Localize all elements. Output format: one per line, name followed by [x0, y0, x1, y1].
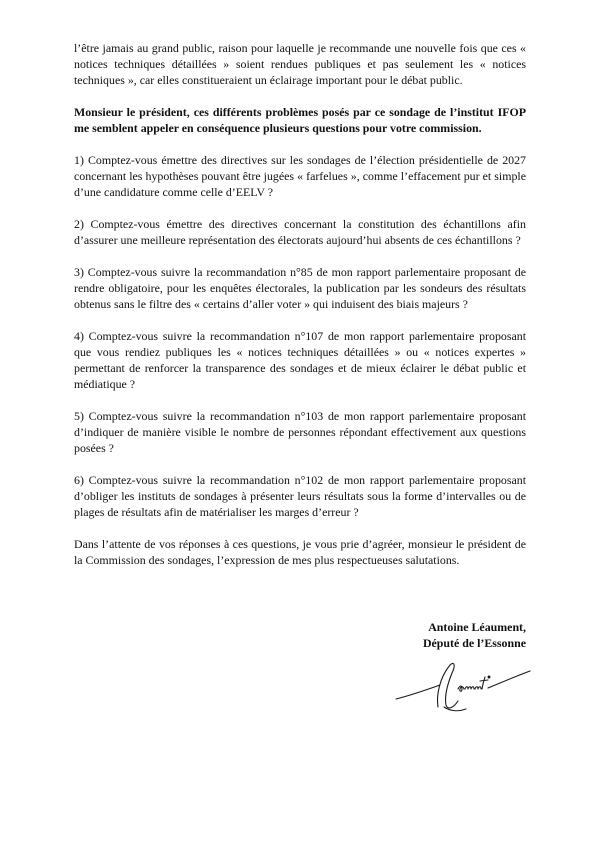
question-5: 5) Comptez-vous suivre la recommandation n°103 de mon rapport parlementaire proposant d’indiquer de manière visible le nombre de personnes répondant effectivement aux questions posées ?	[74, 409, 526, 455]
signatory-title: Député de l’Essonne	[422, 636, 526, 650]
question-1: 1) Comptez-vous émettre des directives sur les sondages de l’élection présidentielle de 2027 concernant les hypothèses pouvant être jugées « farfelues », comme l’effacement pur et simple d’une candidature comme celle d’EELV ?	[74, 153, 526, 199]
letter-body	[74, 40, 526, 584]
handwritten-signature	[392, 655, 534, 713]
signature-block	[423, 619, 526, 651]
paragraph-intro: l’être jamais au grand public, raison pour laquelle je recommande une nouvelle fois que ces « notices techniques détaillées » soient rendues publiques et pas seulement les « notices techniques », car elles constitueraient un éclairage important pour le débat public.	[74, 41, 526, 87]
paragraph-questions-intro: Monsieur le président, ces différents problèmes posés par ce sondage de l’institut IFOP me semblent appeler en conséquence plusieurs questions pour votre commission.	[74, 105, 526, 135]
question-2: 2) Comptez-vous émettre des directives concernant la constitution des échantillons afin d’assurer une meilleure représentation des électorats aujourd’hui absents de ces échantillons ?	[74, 217, 526, 247]
signatory-name: Antoine Léaument,	[428, 620, 526, 634]
question-3: 3) Comptez-vous suivre la recommandation n°85 de mon rapport parlementaire proposant de rendre obligatoire, pour les enquêtes électorales, la publication par les sondeurs des résultats obtenus sans le filtre des « certains d’aller voter » qui induisent des biais majeurs ?	[74, 265, 526, 311]
closing-paragraph: Dans l’attente de vos réponses à ces questions, je vous prie d’agréer, monsieur le président de la Commission des sondages, l’expression de mes plus respectueuses salutations.	[74, 537, 526, 567]
question-6: 6) Comptez-vous suivre la recommandation n°102 de mon rapport parlementaire proposant d’obliger les instituts de sondages à présenter leurs résultats sous la forme d’intervalles ou de plages de résultats afin de matérialiser les marges d’erreur ?	[74, 473, 526, 519]
question-4: 4) Comptez-vous suivre la recommandation n°107 de mon rapport parlementaire proposant que vous rendiez publiques les « notices techniques détaillées » ou « notices expertes » permettant de renforcer la transparence des sondages et de mieux éclairer le débat public et médiatique ?	[74, 329, 526, 391]
